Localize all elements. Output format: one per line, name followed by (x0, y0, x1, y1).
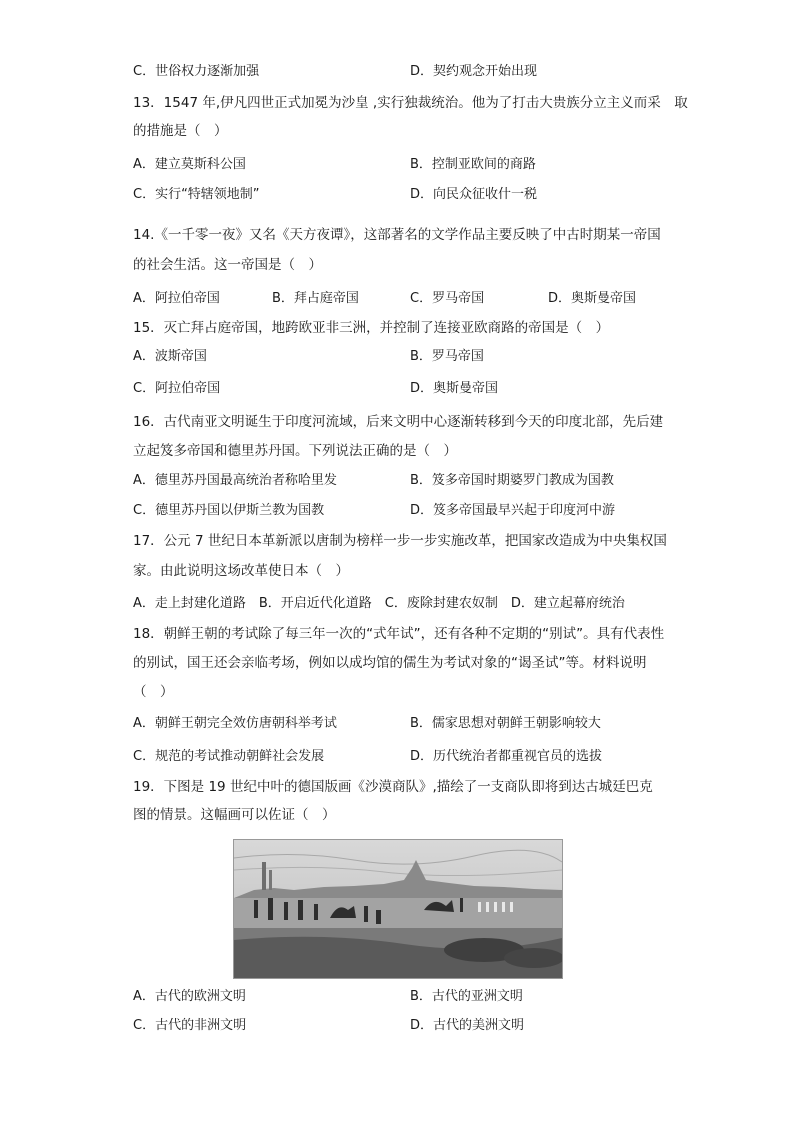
q12-option-d[interactable]: D．契约观念开始出现 (410, 64, 538, 79)
q19-option-a[interactable]: A．古代的欧洲文明 (133, 989, 246, 1004)
q14-option-b[interactable]: B．拜占庭帝国 (272, 291, 359, 306)
q18-stem-line3: （ ） (133, 684, 174, 700)
q15-option-c[interactable]: C．阿拉伯帝国 (133, 381, 221, 396)
q16-option-c[interactable]: C．德里苏丹国以伊斯兰教为国教 (133, 503, 325, 518)
q13-stem-line2: 的措施是（ ） (133, 123, 228, 139)
q15-option-d[interactable]: D．奥斯曼帝国 (410, 381, 499, 396)
q16-option-b[interactable]: B．笈多帝国时期婆罗门教成为国教 (410, 473, 614, 488)
q16-option-d[interactable]: D．笈多帝国最早兴起于印度河中游 (410, 503, 616, 518)
q19-option-b[interactable]: B．古代的亚洲文明 (410, 989, 523, 1004)
q19-option-d[interactable]: D．古代的美洲文明 (410, 1018, 525, 1033)
q18-option-d[interactable]: D．历代统治者都重视官员的选拔 (410, 749, 603, 764)
q13-option-a[interactable]: A．建立莫斯科公国 (133, 157, 246, 172)
q13-option-c[interactable]: C．实行“特辖领地制” (133, 187, 260, 202)
q14-option-d[interactable]: D．奥斯曼帝国 (548, 291, 637, 306)
q12-option-c[interactable]: C．世俗权力逐渐加强 (133, 64, 260, 79)
q13-stem-line1: 13．1547 年,伊凡四世正式加冕为沙皇 ,实行独裁统治。他为了打击大贵族分立主义而采 取 (133, 95, 688, 111)
q19-stem-line2: 图的情景。这幅画可以佐证（ ） (133, 807, 336, 823)
q16-option-a[interactable]: A．德里苏丹国最高统治者称哈里发 (133, 473, 337, 488)
q14-option-c[interactable]: C．罗马帝国 (410, 291, 485, 306)
q15-option-a[interactable]: A．波斯帝国 (133, 349, 207, 364)
q16-stem-line1: 16．古代南亚文明诞生于印度河流域，后来文明中心逐渐转移到今天的印度北部，先后建 (133, 414, 664, 430)
q15-option-b[interactable]: B．罗马帝国 (410, 349, 484, 364)
q17-stem-line1: 17．公元 7 世纪日本革新派以唐制为榜样一步一步实施改革，把国家改造成为中央集权国 (133, 533, 667, 549)
q18-option-b[interactable]: B．儒家思想对朝鲜王朝影响较大 (410, 716, 601, 731)
q18-option-a[interactable]: A．朝鲜王朝完全效仿唐朝科举考试 (133, 716, 337, 731)
desert-caravan-engraving (233, 839, 563, 979)
q18-stem-line2: 的别试，国王还会亲临考场，例如以成均馆的儒生为考试对象的“谒圣试”等。材料说明 (133, 655, 647, 671)
q18-stem-line1: 18．朝鲜王朝的考试除了每三年一次的“式年试”，还有各种不定期的“别试”。具有代表性 (133, 626, 665, 642)
q19-option-c[interactable]: C．古代的非洲文明 (133, 1018, 247, 1033)
q14-option-a[interactable]: A．阿拉伯帝国 (133, 291, 220, 306)
q14-stem-line2: 的社会生活。这一帝国是（ ） (133, 257, 322, 273)
q14-stem-line1: 14.《一千零一夜》又名《天方夜谭》，这部著名的文学作品主要反映了中古时期某一帝国 (133, 227, 661, 243)
q15-stem: 15．灭亡拜占庭帝国，地跨欧亚非三洲，并控制了连接亚欧商路的帝国是（ ） (133, 320, 610, 336)
q16-stem-line2: 立起笈多帝国和德里苏丹国。下列说法正确的是（ ） (133, 443, 457, 459)
q17-options[interactable]: A．走上封建化道路 B．开启近代化道路 C．废除封建农奴制 D．建立起幕府统治 (133, 596, 625, 611)
q13-option-d[interactable]: D．向民众征收什一税 (410, 187, 538, 202)
q18-option-c[interactable]: C．规范的考试推动朝鲜社会发展 (133, 749, 325, 764)
q17-stem-line2: 家。由此说明这场改革使日本（ ） (133, 563, 349, 579)
q19-stem-line1: 19．下图是 19 世纪中叶的德国版画《沙漠商队》,描绘了一支商队即将到达古城廷巴克 (133, 779, 653, 795)
q13-option-b[interactable]: B．控制亚欧间的商路 (410, 157, 536, 172)
